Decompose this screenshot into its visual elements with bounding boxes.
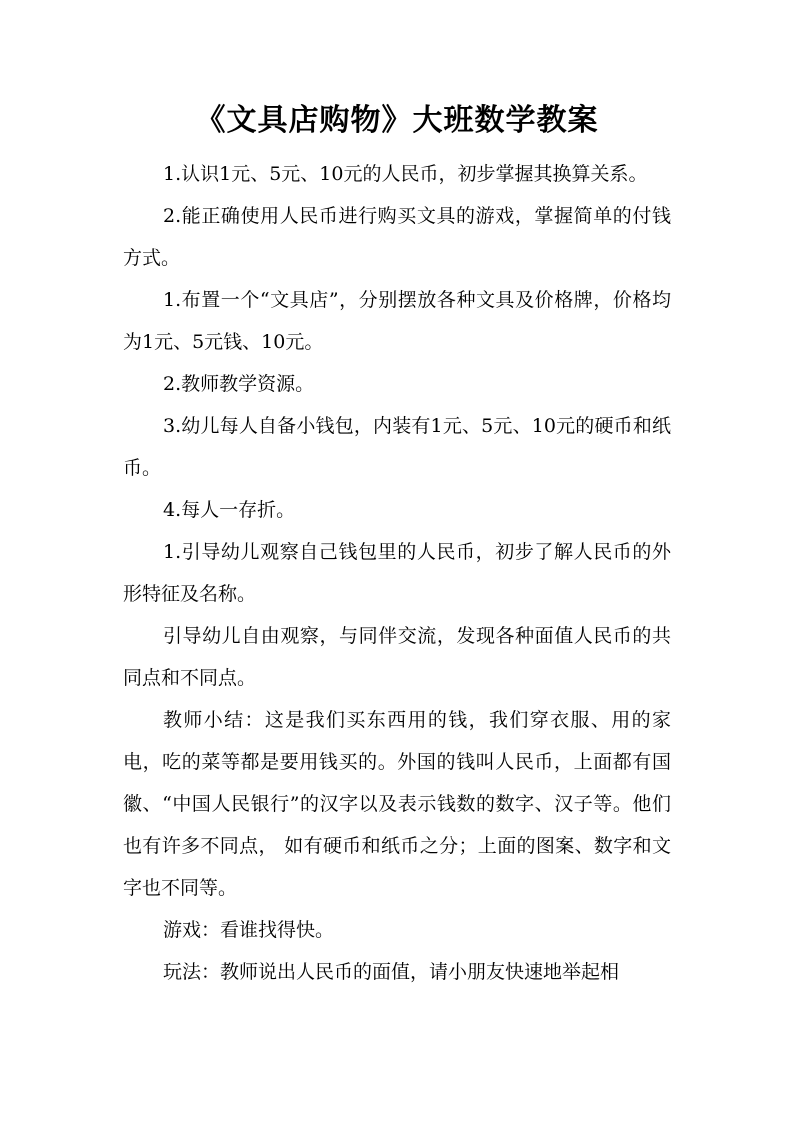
paragraph: 1.引导幼儿观察自己钱包里的人民币，初步了解人民币的外形特征及名称。 bbox=[123, 541, 671, 605]
paragraph: 3.幼儿每人自备小钱包，内装有1元、5元、10元的硬币和纸币。 bbox=[123, 415, 671, 479]
paragraph: 引导幼儿自由观察，与同伴交流，发现各种面值人民币的共同点和不同点。 bbox=[123, 625, 671, 689]
paragraph: 1.认识1元、5元、10元的人民币，初步掌握其换算关系。 bbox=[163, 163, 648, 185]
paragraph: 4.每人一存折。 bbox=[163, 499, 296, 521]
paragraph: 教师小结：这是我们买东西用的钱，我们穿衣服、用的家电，吃的菜等都是要用钱买的。外国的钱叫人民币，上面都有国徽、“中国人民银行”的汉字以及表示钱数的数字、汉子等。他们也有许多不同点， 如有硬币和纸币之分；上面的图案、数字和文字也不同等。 bbox=[123, 709, 671, 899]
paragraph: 游戏：看谁找得快。 bbox=[163, 919, 335, 941]
paragraph: 玩法：教师说出人民币的面值，请小朋友快速地举起相 bbox=[163, 961, 620, 983]
paragraph: 1.布置一个“文具店”，分别摆放各种文具及价格牌，价格均为1元、5元钱、10元。 bbox=[123, 289, 671, 353]
document-body bbox=[123, 153, 671, 993]
paragraph: 2.教师教学资源。 bbox=[163, 373, 315, 395]
paragraph: 2.能正确使用人民币进行购买文具的游戏，掌握简单的付钱方式。 bbox=[123, 205, 671, 269]
document-title: 《文具店购物》大班数学教案 bbox=[195, 103, 599, 138]
